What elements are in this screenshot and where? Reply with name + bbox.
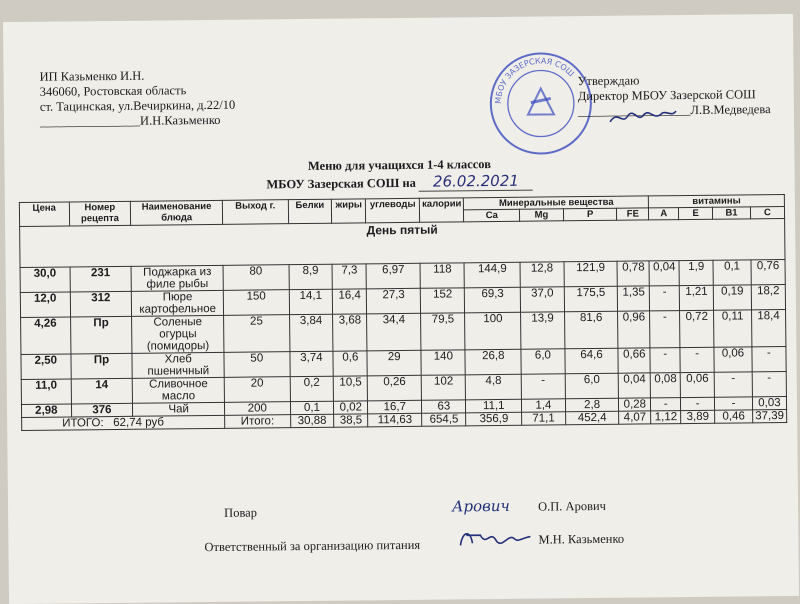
- col-protein: Белки: [288, 199, 332, 223]
- table-cell: 0,6: [333, 351, 367, 376]
- total-value: 114,63: [368, 413, 422, 427]
- table-cell: 79,5: [421, 313, 466, 350]
- table-cell: 34,4: [367, 313, 421, 351]
- table-cell: 26,8: [465, 349, 521, 375]
- col-vitamins: витамины: [649, 194, 785, 207]
- table-cell: 200: [225, 402, 291, 416]
- school-label: МБОУ Зазерская СОШ на: [266, 175, 416, 192]
- table-cell: -: [650, 311, 680, 348]
- col-mg: Mg: [520, 209, 564, 221]
- table-cell: 11,0: [21, 379, 71, 405]
- table-cell: 20: [224, 377, 290, 403]
- table-cell: -: [714, 372, 752, 397]
- table-cell: 12,8: [520, 262, 564, 287]
- table-cell: 6,0: [521, 349, 565, 374]
- table-cell: 376: [71, 403, 133, 417]
- table-cell: 118: [420, 263, 464, 288]
- document-sheet: [3, 14, 799, 604]
- table-cell: 4,8: [466, 374, 522, 400]
- table-cell: 8,9: [289, 264, 333, 289]
- table-cell: 18,4: [751, 309, 785, 346]
- total-value: 0,46: [715, 410, 753, 423]
- table-cell: 0,72: [680, 310, 714, 347]
- table-cell: 100: [465, 312, 521, 350]
- table-cell: 1,9: [679, 260, 713, 285]
- table-cell: Пр: [71, 353, 133, 379]
- table-cell: 121,9: [564, 261, 618, 287]
- table-cell: -: [680, 347, 714, 372]
- table-cell: 0,06: [680, 372, 714, 397]
- col-e: E: [679, 207, 713, 219]
- table-cell: 2,8: [565, 398, 619, 412]
- table-cell: 0,1: [713, 260, 751, 285]
- table-cell: 16,4: [333, 289, 367, 314]
- dish-name-cell: Пюре картофельное: [132, 290, 224, 316]
- table-cell: 0,11: [714, 310, 752, 347]
- col-a: A: [649, 208, 679, 220]
- total-value: 452,4: [565, 411, 619, 425]
- table-cell: 144,9: [464, 262, 520, 288]
- table-cell: 2,50: [21, 354, 71, 380]
- responsible-name: М.Н. Казьменко: [538, 531, 625, 547]
- table-cell: 102: [421, 375, 465, 400]
- stamp-text: МБОУ ЗАЗЕРСКАЯ СОШ: [493, 56, 576, 105]
- table-cell: 1,35: [618, 286, 650, 311]
- total-right-label: Итого:: [225, 415, 291, 429]
- table-cell: -: [681, 397, 715, 410]
- table-cell: 2,98: [21, 404, 71, 418]
- table-cell: 0,08: [650, 373, 680, 398]
- table-cell: 0,06: [714, 347, 752, 372]
- table-cell: 27,3: [367, 288, 421, 314]
- table-cell: 0,26: [367, 375, 421, 401]
- table-cell: 14: [71, 378, 133, 404]
- director-signature: [608, 105, 678, 128]
- table-cell: 312: [70, 291, 132, 317]
- approval-label: Утверждаю: [577, 73, 640, 89]
- total-left-value: 62,74 руб: [113, 416, 165, 430]
- table-cell: 231: [70, 266, 132, 292]
- col-dish: Наименование блюда: [131, 200, 223, 225]
- table-cell: 0,66: [618, 348, 650, 373]
- table-cell: -: [752, 371, 786, 396]
- total-left-label: ИТОГО:: [62, 417, 104, 430]
- table-cell: 12,0: [20, 292, 70, 318]
- total-value: 654,5: [422, 413, 466, 426]
- cook-name: О.П. Арович: [538, 498, 606, 514]
- cook-label: Повар: [224, 505, 258, 520]
- table-cell: 7,3: [332, 264, 366, 289]
- table-cell: 0,03: [752, 396, 786, 409]
- table-cell: 1,21: [679, 285, 713, 310]
- col-recipe: Номер рецепта: [69, 201, 131, 226]
- table-cell: 64,6: [565, 348, 619, 374]
- table-cell: 1,4: [522, 399, 566, 412]
- table-cell: 0,04: [649, 261, 679, 286]
- table-cell: 0,02: [334, 401, 368, 414]
- table-cell: -: [521, 374, 565, 399]
- dish-name-cell: Хлеб пшеничный: [132, 352, 224, 378]
- table-cell: 3,68: [333, 314, 367, 351]
- col-price: Цена: [19, 202, 69, 227]
- dish-name-cell: Чай: [133, 402, 225, 416]
- supplier-block: [39, 68, 235, 130]
- col-c: C: [750, 206, 784, 218]
- col-minerals: Минеральные вещества: [464, 196, 649, 210]
- table-cell: Пр: [70, 316, 132, 354]
- supplier-signature-line: ________________И.Н.Казьменко: [39, 112, 221, 129]
- approval-position: Директор МБОУ Зазерской СОШ: [577, 87, 756, 104]
- table-cell: 0,04: [619, 373, 651, 398]
- table-cell: 16,7: [368, 400, 422, 414]
- col-carbs: углеводы: [366, 198, 420, 223]
- col-ca: Ca: [464, 209, 520, 222]
- table-cell: -: [715, 397, 753, 410]
- day-label: День пятый: [20, 218, 785, 267]
- col-output: Выход г.: [222, 200, 288, 225]
- table-cell: 140: [421, 350, 465, 375]
- approval-signature-line: __________________Л.В.Медведева: [577, 102, 771, 119]
- menu-title: Меню для учащихся 1-4 классов: [307, 157, 492, 173]
- col-p: P: [563, 208, 617, 221]
- table-cell: 3,84: [289, 314, 333, 351]
- col-calories: калории: [420, 198, 464, 222]
- table-cell: 81,6: [564, 311, 618, 349]
- table-cell: -: [651, 398, 681, 411]
- total-value: 3,89: [681, 410, 715, 423]
- table-cell: -: [650, 286, 680, 311]
- table-cell: 0,78: [617, 261, 649, 286]
- responsible-signature: [456, 525, 532, 552]
- total-value: 30,88: [290, 414, 334, 427]
- dish-name-cell: Поджарка из филе рыбы: [131, 265, 223, 291]
- table-cell: 0,28: [619, 398, 651, 411]
- table-cell: 3,74: [289, 351, 333, 376]
- total-value: 4,07: [619, 411, 651, 424]
- table-cell: -: [650, 348, 680, 373]
- total-value: 356,9: [466, 412, 522, 426]
- col-b1: B1: [713, 207, 751, 219]
- menu-table: [19, 194, 787, 431]
- table-cell: 0,76: [751, 259, 785, 284]
- table-cell: 0,1: [290, 401, 334, 414]
- table-cell: 63: [422, 400, 466, 413]
- table-cell: 30,0: [20, 267, 70, 293]
- total-value: 1,12: [651, 411, 681, 424]
- total-value: 37,39: [752, 409, 786, 422]
- table-cell: 6,97: [366, 263, 420, 289]
- supplier-address: ст. Тацинская, ул.Вечиркина, д.22/10: [39, 97, 236, 114]
- table-cell: 18,2: [751, 284, 785, 309]
- col-fe: FE: [617, 208, 649, 220]
- table-cell: 50: [224, 352, 290, 378]
- table-cell: 0,19: [713, 285, 751, 310]
- table-cell: 37,0: [520, 287, 564, 312]
- table-cell: 80: [223, 265, 289, 291]
- col-fat: жиры: [332, 199, 366, 223]
- table-cell: 0,96: [618, 311, 650, 348]
- table-cell: 4,26: [21, 317, 71, 355]
- menu-rows: [20, 259, 787, 417]
- table-cell: 175,5: [564, 286, 618, 312]
- table-cell: 13,9: [521, 312, 565, 349]
- table-cell: 29: [367, 350, 421, 376]
- dish-name-cell: Сливочное масло: [132, 377, 224, 403]
- table-cell: 14,1: [289, 289, 333, 314]
- total-value: 38,5: [334, 414, 368, 427]
- supplier-name: ИП Казьменко И.Н.: [39, 68, 145, 84]
- table-cell: 0,2: [290, 376, 334, 401]
- menu-date: 26.02.2021: [419, 172, 533, 192]
- table-cell: -: [752, 346, 786, 371]
- table-cell: 10,5: [334, 376, 368, 401]
- responsible-label: Ответственный за организацию питания: [204, 537, 421, 555]
- table-cell: 152: [421, 288, 465, 313]
- table-cell: 25: [224, 315, 290, 353]
- total-value: 71,1: [522, 412, 566, 425]
- supplier-postcode: 346060, Ростовская область: [39, 83, 187, 99]
- cook-handwritten-signature: Арович: [451, 496, 510, 516]
- table-cell: 11,1: [466, 399, 522, 413]
- table-cell: 150: [223, 290, 289, 316]
- table-cell: 69,3: [465, 287, 521, 313]
- total-left: [22, 415, 225, 430]
- table-cell: 6,0: [565, 373, 619, 399]
- dish-name-cell: Соленые огурцы (помидоры): [132, 315, 224, 353]
